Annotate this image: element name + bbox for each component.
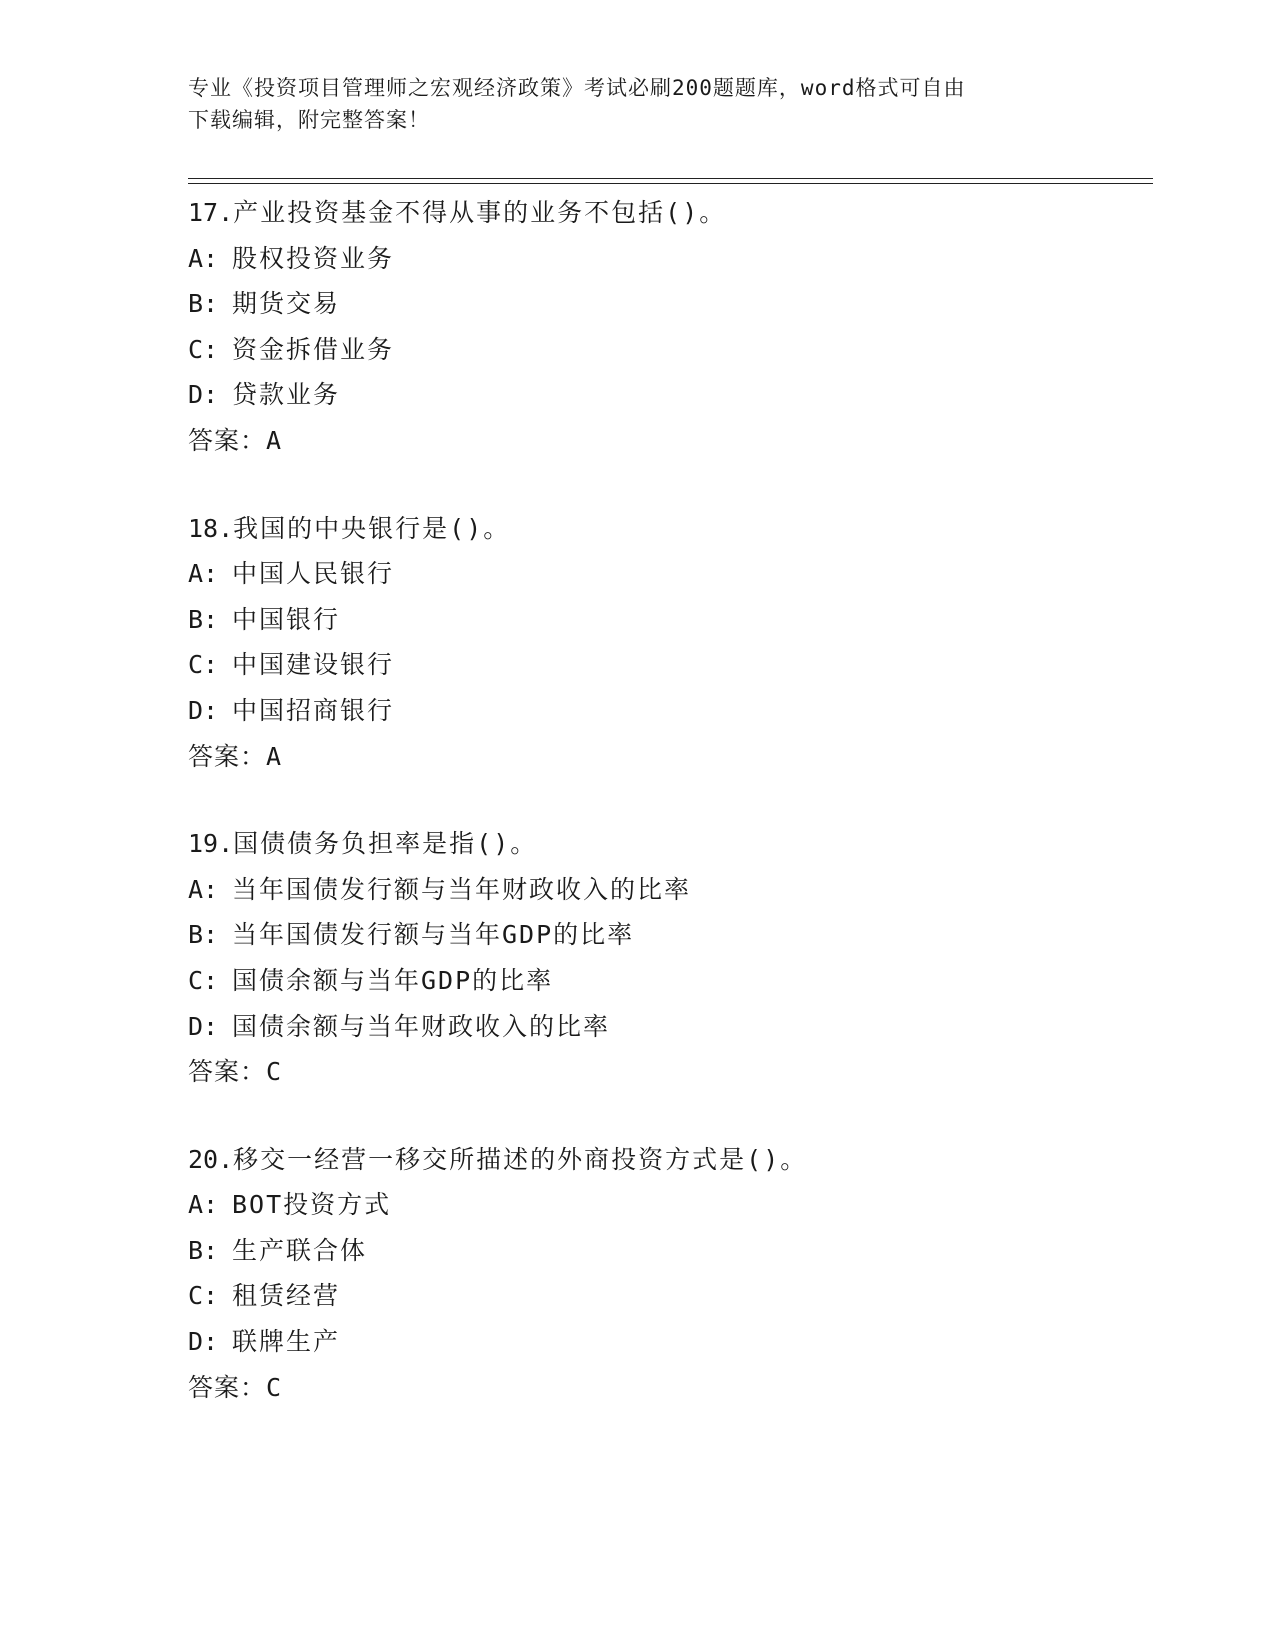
option-text: 当年国债发行额与当年GDP的比率 (232, 920, 635, 950)
question-number: 19. (188, 829, 234, 859)
option-key: A: (188, 559, 219, 589)
option-text: 中国银行 (232, 604, 341, 634)
option-key: A: (188, 243, 219, 273)
option-c (188, 327, 1148, 373)
answer-line (188, 1049, 1148, 1095)
option-text: 国债余额与当年财政收入的比率 (232, 1011, 611, 1041)
option-key: B: (188, 604, 219, 634)
answer-label: 答案： (188, 1057, 267, 1087)
option-key: D: (188, 1327, 219, 1357)
question-18 (188, 506, 1148, 780)
answer-label: 答案： (188, 741, 267, 771)
header-divider-top (188, 178, 1153, 179)
option-key: A: (188, 1190, 219, 1220)
option-text: 中国招商银行 (232, 695, 395, 725)
answer-line (188, 734, 1148, 780)
option-d (188, 1319, 1148, 1365)
option-key: C: (188, 334, 219, 364)
option-d (188, 372, 1148, 418)
option-key: B: (188, 1235, 219, 1265)
question-stem (188, 821, 1148, 867)
question-stem (188, 1137, 1148, 1183)
document-header (188, 72, 1088, 136)
header-divider-bottom (188, 183, 1153, 184)
option-b (188, 912, 1148, 958)
option-text: BOT投资方式 (232, 1190, 392, 1220)
option-c (188, 1273, 1148, 1319)
question-stem (188, 190, 1148, 236)
answer-label: 答案： (188, 1372, 267, 1402)
answer-value: C (266, 1057, 283, 1087)
answer-value: C (266, 1372, 283, 1402)
answer-value: A (266, 741, 283, 771)
option-key: A: (188, 874, 219, 904)
question-20 (188, 1137, 1148, 1411)
question-text: 移交一经营一移交所描述的外商投资方式是()。 (233, 1144, 808, 1174)
option-key: C: (188, 965, 219, 995)
header-line-1: 专业《投资项目管理师之宏观经济政策》考试必刷200题题库，word格式可自由 (188, 76, 966, 100)
question-list (188, 190, 1148, 1452)
question-text: 我国的中央银行是()。 (233, 513, 511, 543)
option-text: 租赁经营 (232, 1281, 341, 1311)
question-number: 18. (188, 513, 234, 543)
question-number: 20. (188, 1144, 234, 1174)
question-19 (188, 821, 1148, 1095)
option-text: 期货交易 (232, 289, 341, 319)
answer-line (188, 418, 1148, 464)
option-key: B: (188, 920, 219, 950)
option-c (188, 958, 1148, 1004)
option-text: 股权投资业务 (232, 243, 395, 273)
answer-line (188, 1365, 1148, 1411)
option-d (188, 1004, 1148, 1050)
option-key: D: (188, 380, 219, 410)
option-key: C: (188, 650, 219, 680)
option-text: 联牌生产 (232, 1327, 341, 1357)
question-text: 产业投资基金不得从事的业务不包括()。 (233, 198, 727, 227)
option-text: 生产联合体 (232, 1235, 368, 1265)
option-b (188, 281, 1148, 327)
header-line-2: 下载编辑，附完整答案！ (188, 108, 430, 132)
option-b (188, 1228, 1148, 1274)
option-key: C: (188, 1281, 219, 1311)
option-text: 中国人民银行 (232, 559, 395, 589)
answer-value: A (266, 425, 283, 455)
option-b (188, 597, 1148, 643)
question-17 (188, 190, 1148, 464)
option-d (188, 688, 1148, 734)
option-a (188, 236, 1148, 282)
option-text: 中国建设银行 (232, 650, 395, 680)
option-c (188, 642, 1148, 688)
option-a (188, 551, 1148, 597)
question-text: 国债债务负担率是指()。 (233, 829, 538, 859)
option-key: D: (188, 1011, 219, 1041)
option-a (188, 1182, 1148, 1228)
option-key: D: (188, 695, 219, 725)
answer-label: 答案： (188, 425, 267, 455)
option-text: 资金拆借业务 (232, 334, 395, 364)
option-text: 当年国债发行额与当年财政收入的比率 (232, 874, 692, 904)
question-stem (188, 506, 1148, 552)
option-text: 贷款业务 (232, 380, 341, 410)
option-key: B: (188, 289, 219, 319)
option-text: 国债余额与当年GDP的比率 (232, 965, 554, 995)
option-a (188, 867, 1148, 913)
question-number: 17. (188, 198, 234, 227)
